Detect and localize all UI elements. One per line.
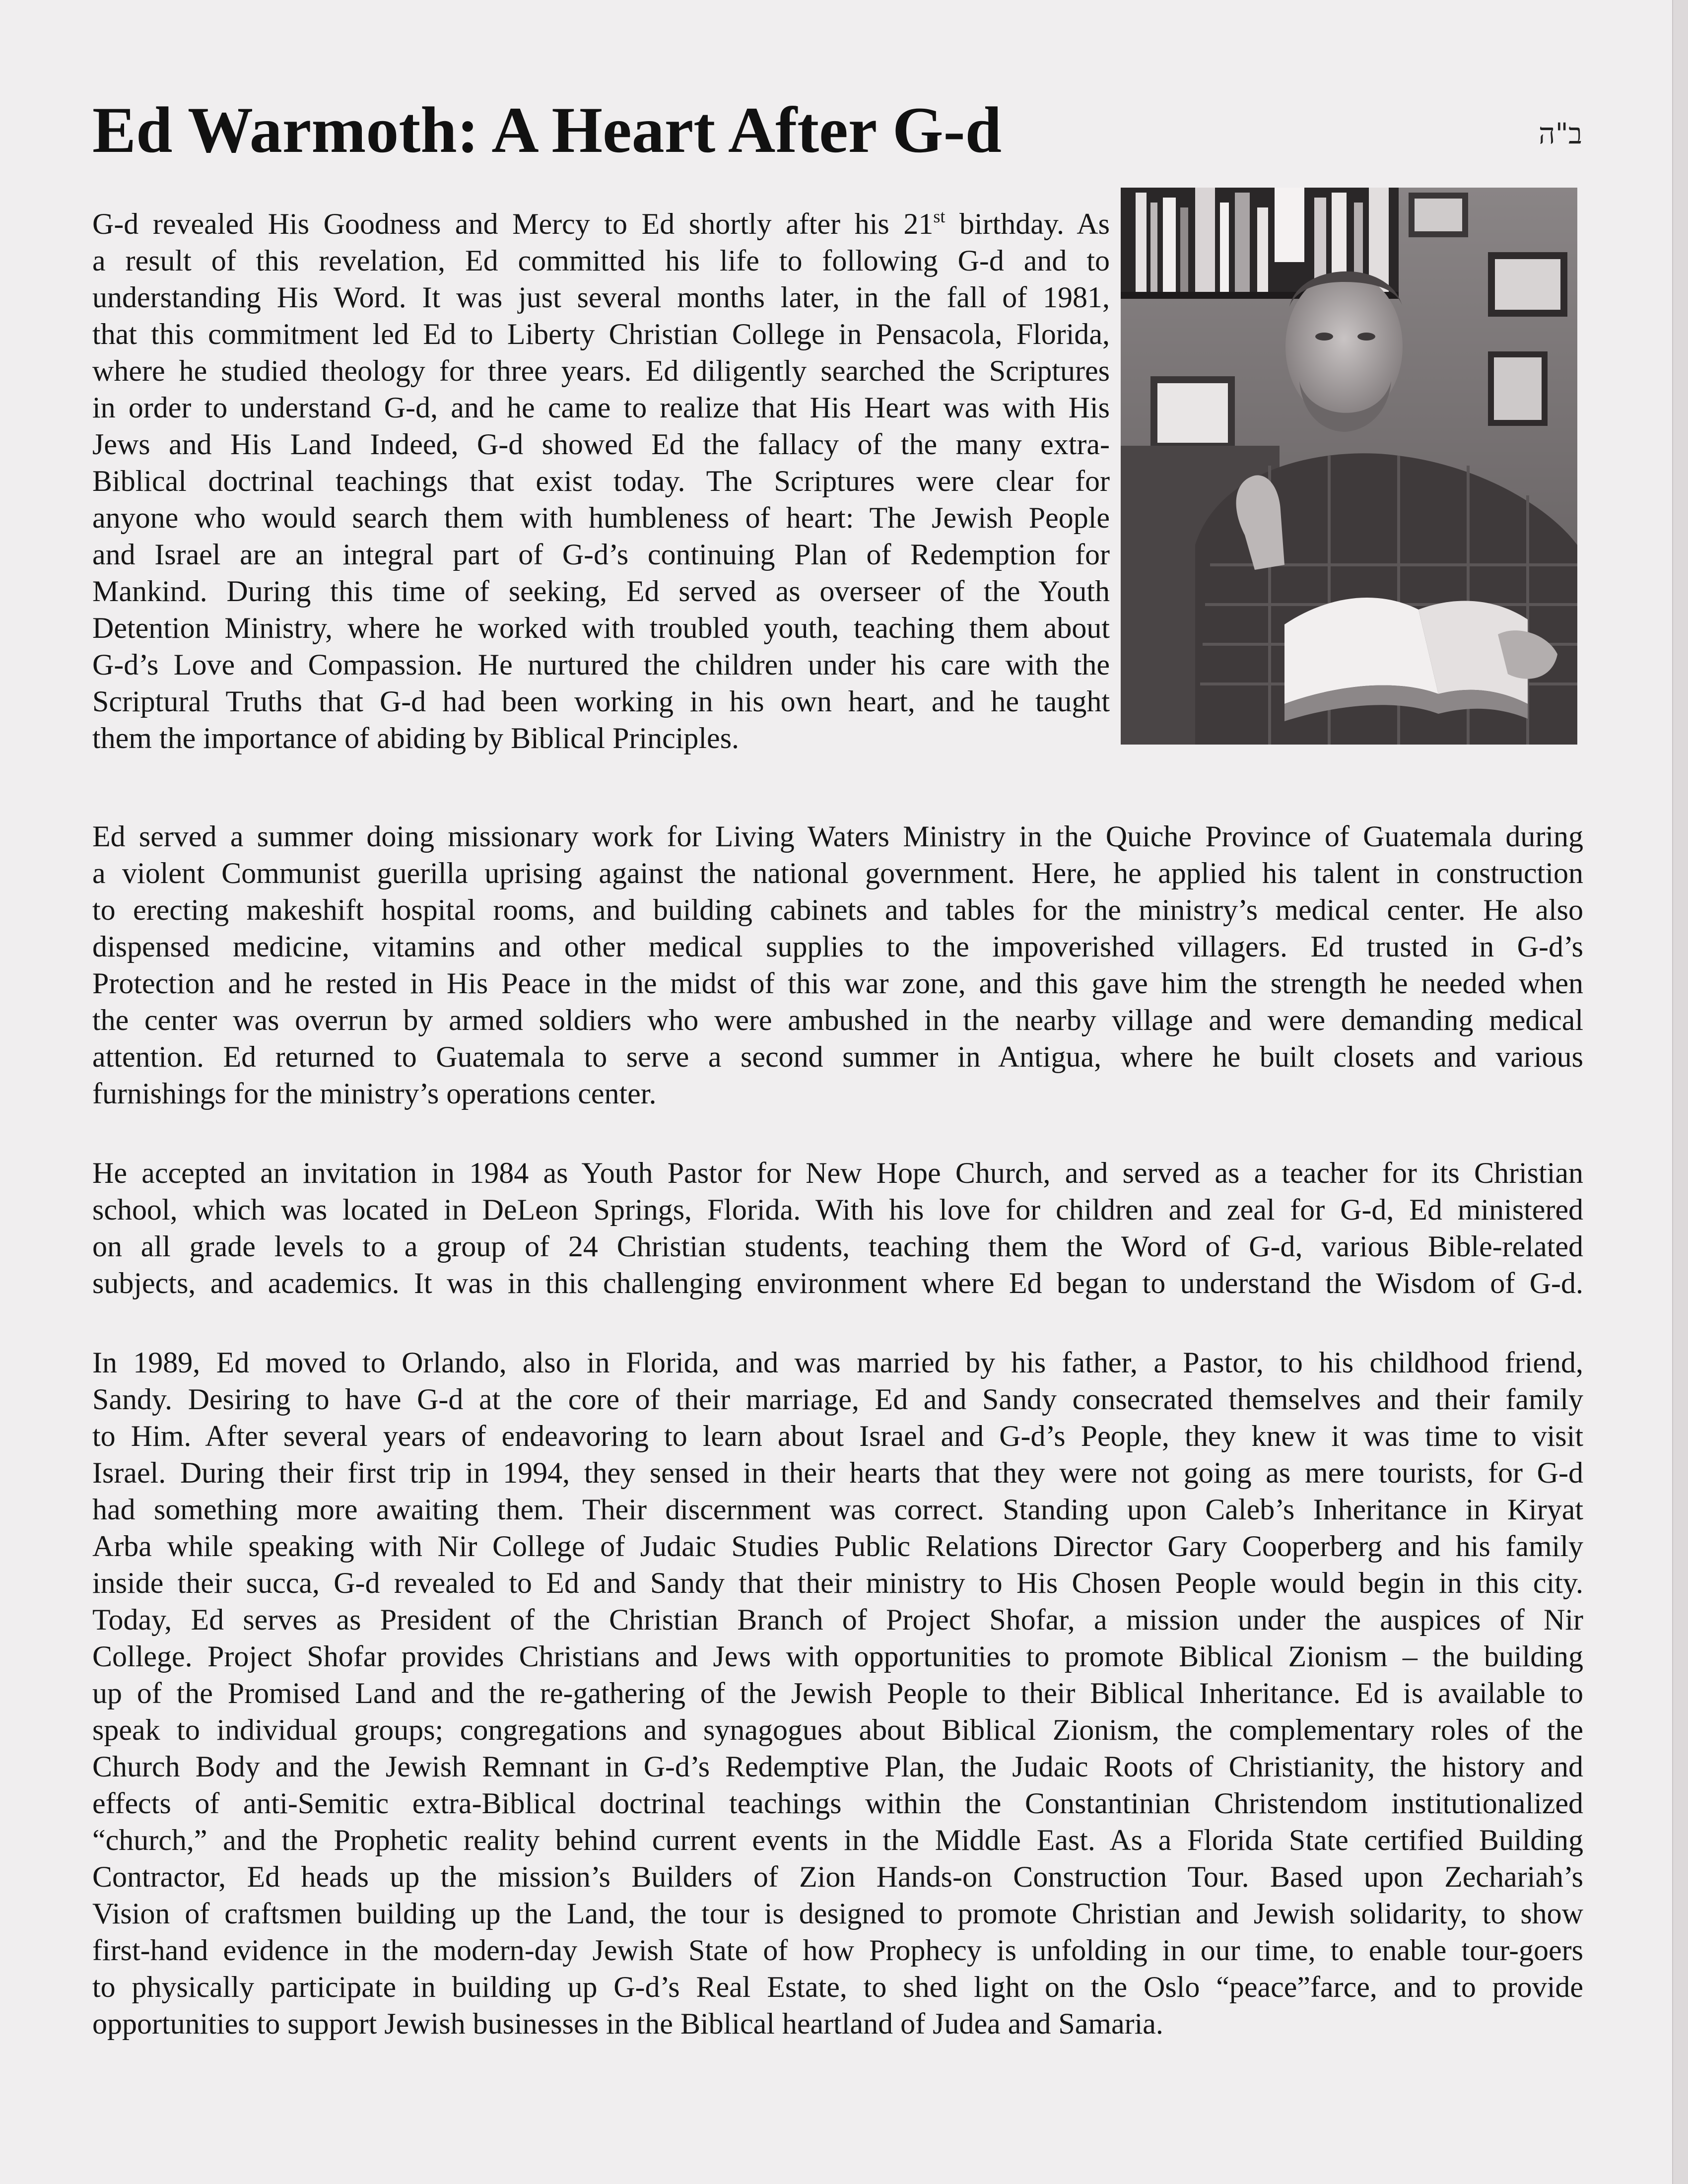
text-line: Church Body and the Jewish Remnant in G-d’s Redemptive Plan, the Judaic Roots of Christianity, the history and — [92, 1750, 1583, 1783]
text-line: He accepted an invitation in 1984 as Youth Pastor for New Hope Church, and served as a teacher for its Christian — [92, 1157, 1583, 1189]
text-line: dispensed medicine, vitamins and other medical supplies to the impoverished villagers. Ed trusted in G-d’s — [92, 930, 1583, 963]
text-line: furnishings for the ministry’s operations center. — [92, 1077, 657, 1110]
text-line: where he studied theology for three years. Ed diligently searched the Scriptures — [92, 354, 1110, 387]
text-line: “church,” and the Prophetic reality behind current events in the Middle East. As a Florida State certified Building — [92, 1824, 1583, 1856]
text-line: Ed served a summer doing missionary work for Living Waters Ministry in the Quiche Province of Guatemala during — [92, 820, 1583, 853]
text-line: a violent Communist guerilla uprising against the national government. Here, he applied his talent in construction — [92, 857, 1583, 889]
ordinal-suffix: st — [933, 206, 945, 226]
text-line: school, which was located in DeLeon Springs, Florida. With his love for children and zeal for G-d, Ed ministered — [92, 1193, 1583, 1226]
portrait-photo — [1121, 188, 1577, 745]
text-line: Scriptural Truths that G-d had been working in his own heart, and he taught — [92, 685, 1110, 718]
text-line: Contractor, Ed heads up the mission’s Builders of Zion Hands-on Construction Tour. Based upon Zechariah’s — [92, 1860, 1583, 1893]
text-line: inside their succa, G-d revealed to Ed and Sandy that their ministry to His Chosen People would begin in this city. — [92, 1567, 1583, 1599]
text-line: Detention Ministry, where he worked with troubled youth, teaching them about — [92, 612, 1110, 644]
text-line: the center was overrun by armed soldiers who were ambushed in the nearby village and were demanding medical — [92, 1004, 1583, 1036]
text-line: had something more awaiting them. Their discernment was correct. Standing upon Caleb’s Inheritance in Kiryat — [92, 1493, 1583, 1526]
text-line: understanding His Word. It was just several months later, in the fall of 1981, — [92, 281, 1110, 314]
text-line: subjects, and academics. It was in this challenging environment where Ed began to understand the Wisdom of G-d. — [92, 1267, 1583, 1299]
text-line: effects of anti-Semitic extra-Biblical doctrinal teachings within the Constantinian Christendom institutionalized — [92, 1787, 1583, 1820]
text-line: Protection and he rested in His Peace in the midst of this war zone, and this gave him the strength he needed when — [92, 967, 1583, 1000]
text-line: Mankind. During this time of seeking, Ed served as overseer of the Youth — [92, 575, 1110, 608]
text-line: opportunities to support Jewish businesses in the Biblical heartland of Judea and Samaria. — [92, 2007, 1163, 2040]
scan-edge — [1672, 0, 1688, 2184]
text-line: Israel. During their first trip in 1994, they sensed in their hearts that they were not going as mere tourists, for G-d — [92, 1456, 1583, 1489]
text-line: to Him. After several years of endeavoring to learn about Israel and G-d’s People, they knew it was time to visit — [92, 1420, 1583, 1452]
text-line: a result of this revelation, Ed committed his life to following G-d and to — [92, 244, 1110, 277]
text-line: College. Project Shofar provides Christians and Jews with opportunities to promote Biblical Zionism – the building — [92, 1640, 1583, 1673]
text-line: Biblical doctrinal teachings that exist today. The Scriptures were clear for — [92, 465, 1110, 497]
text-line: up of the Promised Land and the re-gathering of the Jewish People to their Biblical Inheritance. Ed is available to — [92, 1677, 1583, 1709]
text-line: speak to individual groups; congregations and synagogues about Biblical Zionism, the complementary roles of the — [92, 1713, 1583, 1746]
text-line: and Israel are an integral part of G-d’s continuing Plan of Redemption for — [92, 538, 1110, 571]
text-line: to erecting makeshift hospital rooms, and building cabinets and tables for the ministry’s medical center. He also — [92, 893, 1583, 926]
text-line: G-d’s Love and Compassion. He nurtured the children under his care with the — [92, 648, 1110, 681]
text-line: that this commitment led Ed to Liberty Christian College in Pensacola, Florida, — [92, 318, 1110, 350]
text-line: Today, Ed serves as President of the Christian Branch of Project Shofar, a mission under the auspices of Nir — [92, 1603, 1583, 1636]
text-line: on all grade levels to a group of 24 Christian students, teaching them the Word of G-d, various Bible-related — [92, 1230, 1583, 1263]
text-line: in order to understand G-d, and he came to realize that His Heart was with His — [92, 391, 1110, 424]
text-line: Arba while speaking with Nir College of Judaic Studies Public Relations Director Gary Cooperberg and his family — [92, 1530, 1583, 1563]
text-line: first-hand evidence in the modern-day Jewish State of how Prophecy is unfolding in our time, to enable tour-goers — [92, 1934, 1583, 1967]
text-line: attention. Ed returned to Guatemala to serve a second summer in Antigua, where he built closets and various — [92, 1040, 1583, 1073]
text-line: them the importance of abiding by Biblical Principles. — [92, 722, 740, 754]
text-line: Sandy. Desiring to have G-d at the core of their marriage, Ed and Sandy consecrated themselves and their family — [92, 1383, 1583, 1416]
corner-mark: ב"ה — [1539, 117, 1582, 150]
text-line: In 1989, Ed moved to Orlando, also in Florida, and was married by his father, a Pastor, to his childhood friend, — [92, 1346, 1583, 1379]
text-line: to physically participate in building up G-d’s Real Estate, to shed light on the Oslo “peace”farce, and to provide — [92, 1971, 1583, 2003]
text-line: Vision of craftsmen building up the Land, the tour is designed to promote Christian and Jewish solidarity, to show — [92, 1897, 1583, 1930]
text-line: G-d revealed His Goodness and Mercy to Ed shortly after his 21st birthday. As — [92, 206, 1110, 240]
text-line: anyone who would search them with humbleness of heart: The Jewish People — [92, 501, 1110, 534]
page-title: Ed Warmoth: A Heart After G-d — [92, 93, 1002, 166]
text-line: Jews and His Land Indeed, G-d showed Ed the fallacy of the many extra- — [92, 428, 1110, 461]
